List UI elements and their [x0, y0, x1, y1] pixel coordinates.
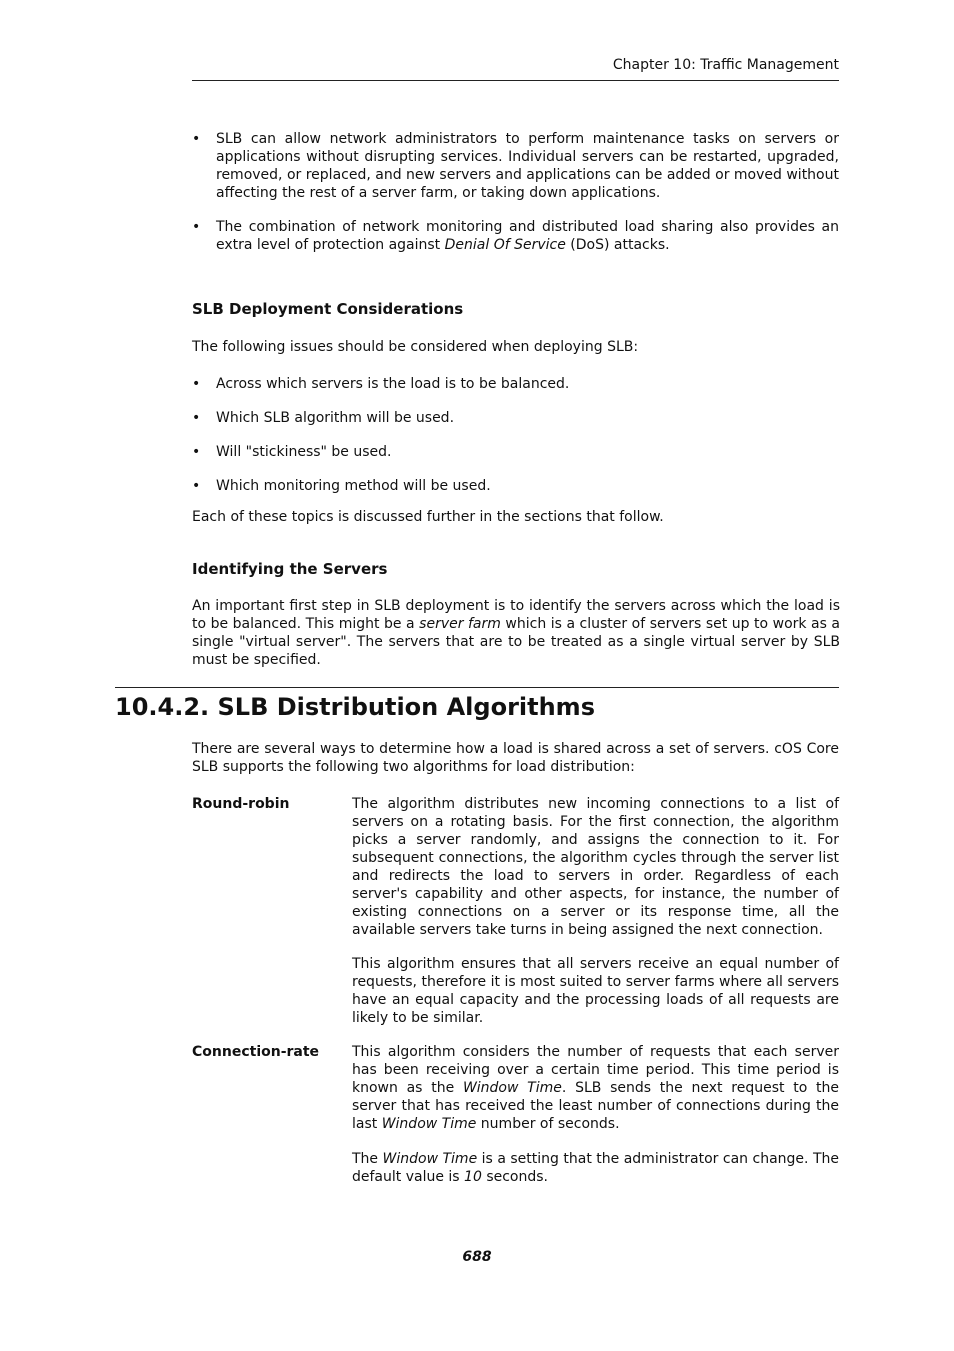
- page-number: 688: [462, 1249, 492, 1265]
- emphasis: server farm: [419, 616, 501, 632]
- definition-paragraph: This algorithm ensures that all servers receive an equal number of requests, therefore it is most suited to server farms where all servers have an equal capacity and the processing loads of all requests are likely to be similar.: [352, 956, 839, 1026]
- bullet-marker: •: [192, 219, 201, 235]
- emphasis: Window Time: [382, 1151, 478, 1167]
- section-title: 10.4.2. SLB Distribution Algorithms: [115, 693, 595, 721]
- definition-paragraph: The algorithm distributes new incoming connections to a list of servers on a rotating basis. For the first connection, the algorithm picks a server randomly, and assigns the connection to it. For subsequent connections, the algorithm cycles through the server list and redirects the load to servers in order. Regardless of each server's capability and other aspects, for instance, the number of existing connections on a server or its response time, all the available servers take turns in being assigned the next connection.: [352, 796, 839, 938]
- bullet-marker: •: [192, 376, 201, 392]
- header-rule: [192, 80, 839, 81]
- list-item: Across which servers is the load is to be balanced.: [216, 376, 570, 392]
- paragraph: An important first step in SLB deployment is to identify the servers across which the load is to be balanced. This might be a server farm which is a cluster of servers set up to work as a single "virtual server". The servers that are to be treated as a single virtual server by SLB must be specified.: [192, 598, 841, 668]
- emphasis: 10: [464, 1169, 482, 1185]
- term-round-robin: Round-robin: [192, 796, 290, 812]
- bullet-marker: •: [192, 410, 201, 426]
- paragraph: Each of these topics is discussed further in the sections that follow.: [192, 509, 664, 525]
- emphasis: Denial Of Service: [444, 237, 566, 253]
- list-item: Which SLB algorithm will be used.: [216, 410, 455, 426]
- subsection-heading: SLB Deployment Considerations: [192, 300, 464, 318]
- paragraph: The following issues should be considered when deploying SLB:: [192, 339, 639, 355]
- subsection-heading: Identifying the Servers: [192, 560, 388, 578]
- bullet-marker: •: [192, 444, 201, 460]
- list-item: Will "stickiness" be used.: [216, 444, 392, 460]
- bullet-marker: •: [192, 478, 201, 494]
- term-connection-rate: Connection-rate: [192, 1044, 320, 1060]
- section-rule: [115, 687, 839, 688]
- emphasis: Window Time: [462, 1080, 562, 1096]
- emphasis: Window Time: [381, 1116, 477, 1132]
- paragraph: There are several ways to determine how a load is shared across a set of servers. cOS Core SLB supports the following two algorithms for load distribution:: [192, 741, 839, 775]
- definition-paragraph: The Window Time is a setting that the administrator can change. The default value is 10 seconds.: [352, 1151, 839, 1185]
- definition-paragraph: This algorithm considers the number of requests that each server has been receiving over a certain time period. This time period is known as the Window Time. SLB sends the next request to the server that has received the least number of connections during the last Window Time number of seconds.: [352, 1044, 840, 1132]
- bullet-marker: •: [192, 131, 201, 147]
- bullet-text: SLB can allow network administrators to perform maintenance tasks on servers or applications without disrupting services. Individual servers can be restarted, upgraded, removed, or replaced, and new servers and applications can be added or moved without affecting the rest of a server farm, or taking down applications.: [216, 131, 839, 201]
- running-header: Chapter 10: Traffic Management: [612, 57, 839, 73]
- list-item: Which monitoring method will be used.: [216, 478, 491, 494]
- bullet-text: The combination of network monitoring and distributed load sharing also provides an extra level of protection against Denial Of Service (DoS) attacks.: [216, 219, 839, 253]
